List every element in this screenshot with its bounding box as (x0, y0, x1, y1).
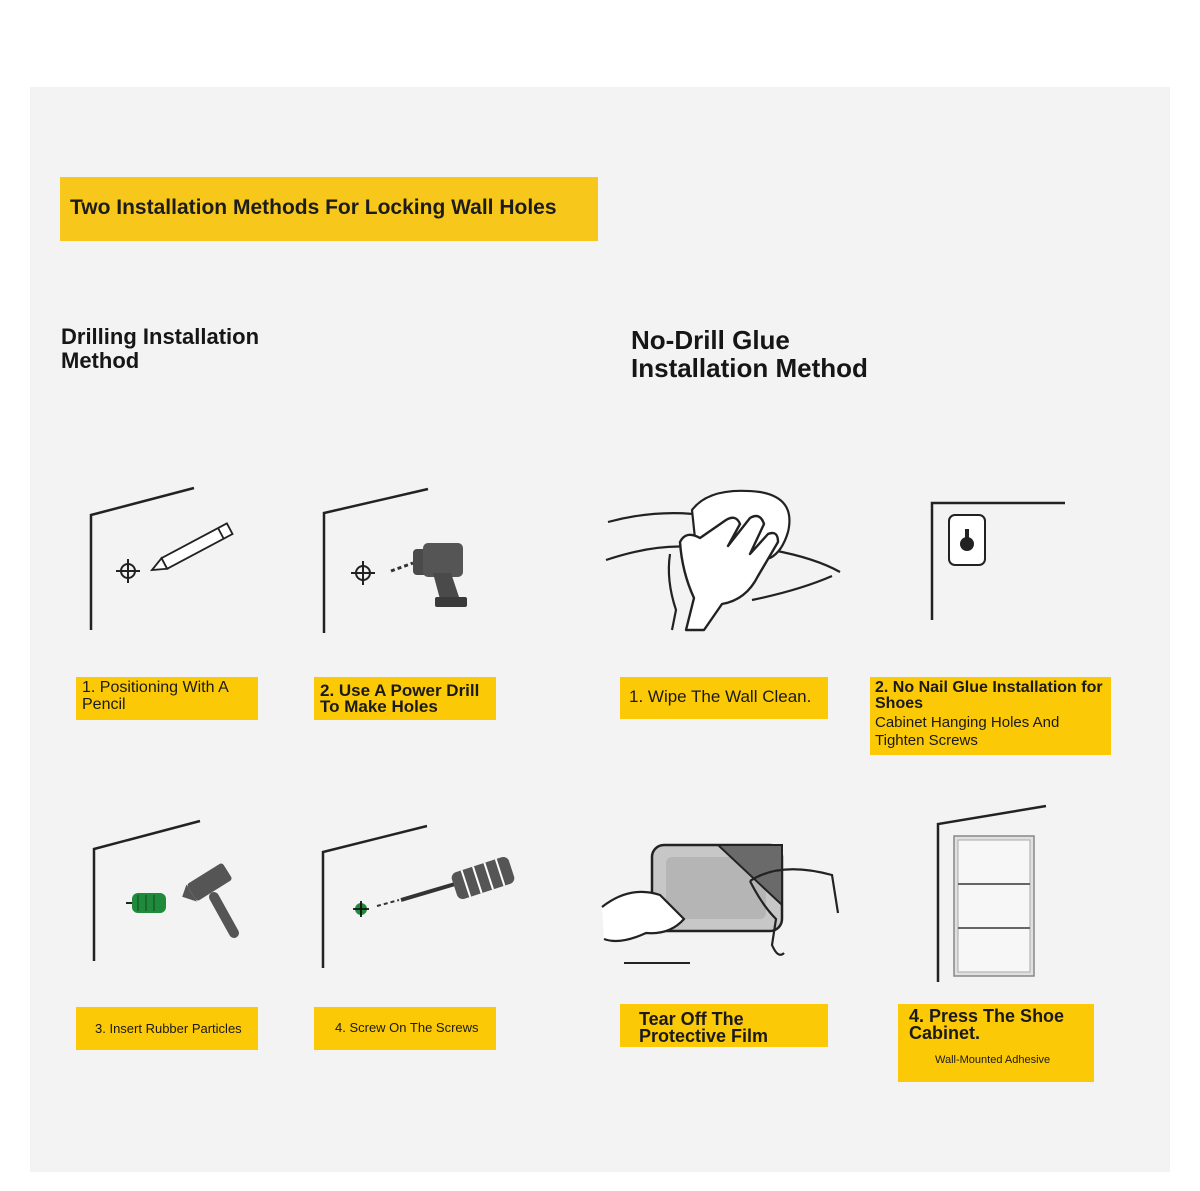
wipe-hand-icon (600, 480, 850, 650)
step-no-nail-glue-detail: Cabinet Hanging Holes And Tighten Screws (875, 714, 1060, 749)
step-tear-film: Tear Off The Protective Film (620, 1004, 828, 1047)
step-press-cabinet-title: 4. Press The Shoe Cabinet. (909, 1006, 1065, 1044)
step-power-drill: 2. Use A Power Drill To Make Holes (314, 677, 496, 720)
peel-film-icon (600, 835, 845, 970)
step-screw-on: 4. Screw On The Screws (314, 1007, 496, 1050)
hanging-hole-icon (925, 495, 1075, 625)
step-wipe-wall: 1. Wipe The Wall Clean. (620, 677, 828, 719)
step-no-nail-glue-title: 2. No Nail Glue Installation for Shoes (875, 679, 1103, 712)
step-press-cabinet (898, 1004, 1094, 1082)
page-title: Two Installation Methods For Locking Wall Holes (70, 196, 557, 219)
no-drill-method-heading: No-Drill Glue Installation Method (631, 325, 868, 383)
step-press-cabinet-detail: Wall-Mounted Adhesive (935, 1054, 1051, 1067)
drilling-method-heading: Drilling Installation Method (61, 324, 260, 373)
power-drill-icon (315, 485, 495, 645)
step-insert-rubber: 3. Insert Rubber Particles (76, 1007, 258, 1050)
step-positioning-pencil: 1. Positioning With A Pencil (76, 677, 258, 720)
hammer-anchor-icon (88, 815, 258, 975)
pencil-icon (80, 480, 250, 640)
shoe-cabinet-icon (930, 800, 1060, 990)
step-no-nail-glue (870, 677, 1111, 755)
screwdriver-icon (315, 820, 525, 975)
